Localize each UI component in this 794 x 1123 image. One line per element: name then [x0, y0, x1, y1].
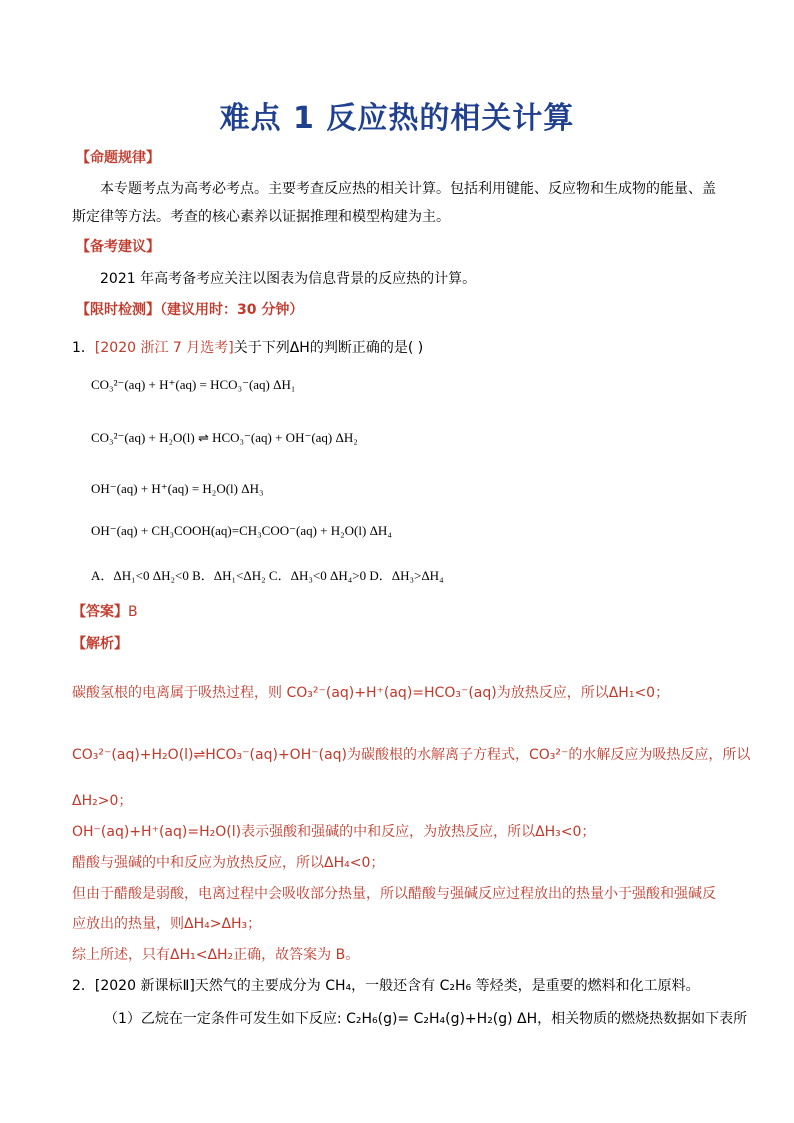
- analysis-line-6: 但由于醋酸是弱酸，电离过程中会吸收部分热量，所以醋酸与强碱反应过程放出的热量小于强酸和强碱反: [72, 886, 716, 902]
- q1-question: 关于下列ΔH的判断正确的是( ): [233, 340, 424, 356]
- q1-equation-2: CO₃²⁻(aq) + H₂O(l) ⇌ HCO₃⁻(aq) + OH⁻(aq) ΔH₂: [91, 430, 358, 445]
- analysis-line-7: 应放出的热量，则ΔH₄>ΔH₃；: [72, 916, 262, 932]
- analysis-line-4: OH⁻(aq)+H⁺(aq)=H₂O(l)表示强酸和强碱的中和反应，为放热反应，所以ΔH₃<0；: [72, 824, 596, 840]
- answer-value: B: [128, 604, 138, 620]
- advice-heading: 【备考建议】: [76, 239, 160, 255]
- q1-number: 1．: [72, 340, 95, 356]
- q1-source: [2020 浙江 7 月选考]: [94, 340, 234, 356]
- q1-equation-3: OH⁻(aq) + H⁺(aq) = H₂O(l) ΔH₃: [91, 481, 264, 496]
- q2-part1: （1）乙烷在一定条件可发生如下反应: C₂H₆(g)= C₂H₄(g)+H₂(g) ΔH，相关物质的燃烧热数据如下表所: [104, 1011, 748, 1027]
- rule-text-line1: 本专题考点为高考必考点。主要考查反应热的相关计算。包括利用键能、反应物和生成物的能量、盖: [100, 181, 716, 197]
- q1-stem: [72, 337, 423, 357]
- analysis-line-2: CO₃²⁻(aq)+H₂O(l)⇌HCO₃⁻(aq)+OH⁻(aq)为碳酸根的水解离子方程式，CO₃²⁻的水解反应为吸热反应，所以: [72, 747, 751, 763]
- rule-heading: 【命题规律】: [76, 150, 160, 166]
- advice-text: 2021 年高考备考应关注以图表为信息背景的反应热的计算。: [100, 271, 477, 287]
- q2-stem: 2．[2020 新课标Ⅱ]天然气的主要成分为 CH₄，一般还含有 C₂H₆ 等烃类，是重要的燃料和化工原料。: [72, 978, 700, 994]
- rule-text-line2: 斯定律等方法。考查的核心素养以证据推理和模型构建为主。: [72, 209, 450, 225]
- analysis-line-5: 醋酸与强碱的中和反应为放热反应，所以ΔH₄<0；: [72, 855, 385, 871]
- analysis-line-8: 综上所述，只有ΔH₁<ΔH₂正确，故答案为 B。: [72, 947, 360, 963]
- analysis-label: 【解析】: [72, 636, 128, 652]
- q1-options: A．ΔH₁<0 ΔH₂<0 B．ΔH₁<ΔH₂ C．ΔH₃<0 ΔH₄>0 D．ΔH₃>ΔH₄: [91, 568, 444, 583]
- q1-equation-1: CO₃²⁻(aq) + H⁺(aq) = HCO₃⁻(aq) ΔH₁: [91, 377, 296, 392]
- analysis-line-3: ΔH₂>0；: [72, 793, 133, 809]
- analysis-line-1: 碳酸氢根的电离属于吸热过程，则 CO₃²⁻(aq)+H⁺(aq)=HCO₃⁻(aq)为放热反应，所以ΔH₁<0；: [72, 685, 670, 701]
- q1-answer: [72, 601, 138, 621]
- q1-equation-4: OH⁻(aq) + CH₃COOH(aq)=CH₃COO⁻(aq) + H₂O(l) ΔH₄: [91, 523, 392, 538]
- answer-label: 【答案】: [72, 604, 128, 620]
- page-title: 难点 1 反应热的相关计算: [219, 101, 575, 136]
- test-heading: 【限时检测】（建议用时：30 分钟）: [76, 302, 304, 318]
